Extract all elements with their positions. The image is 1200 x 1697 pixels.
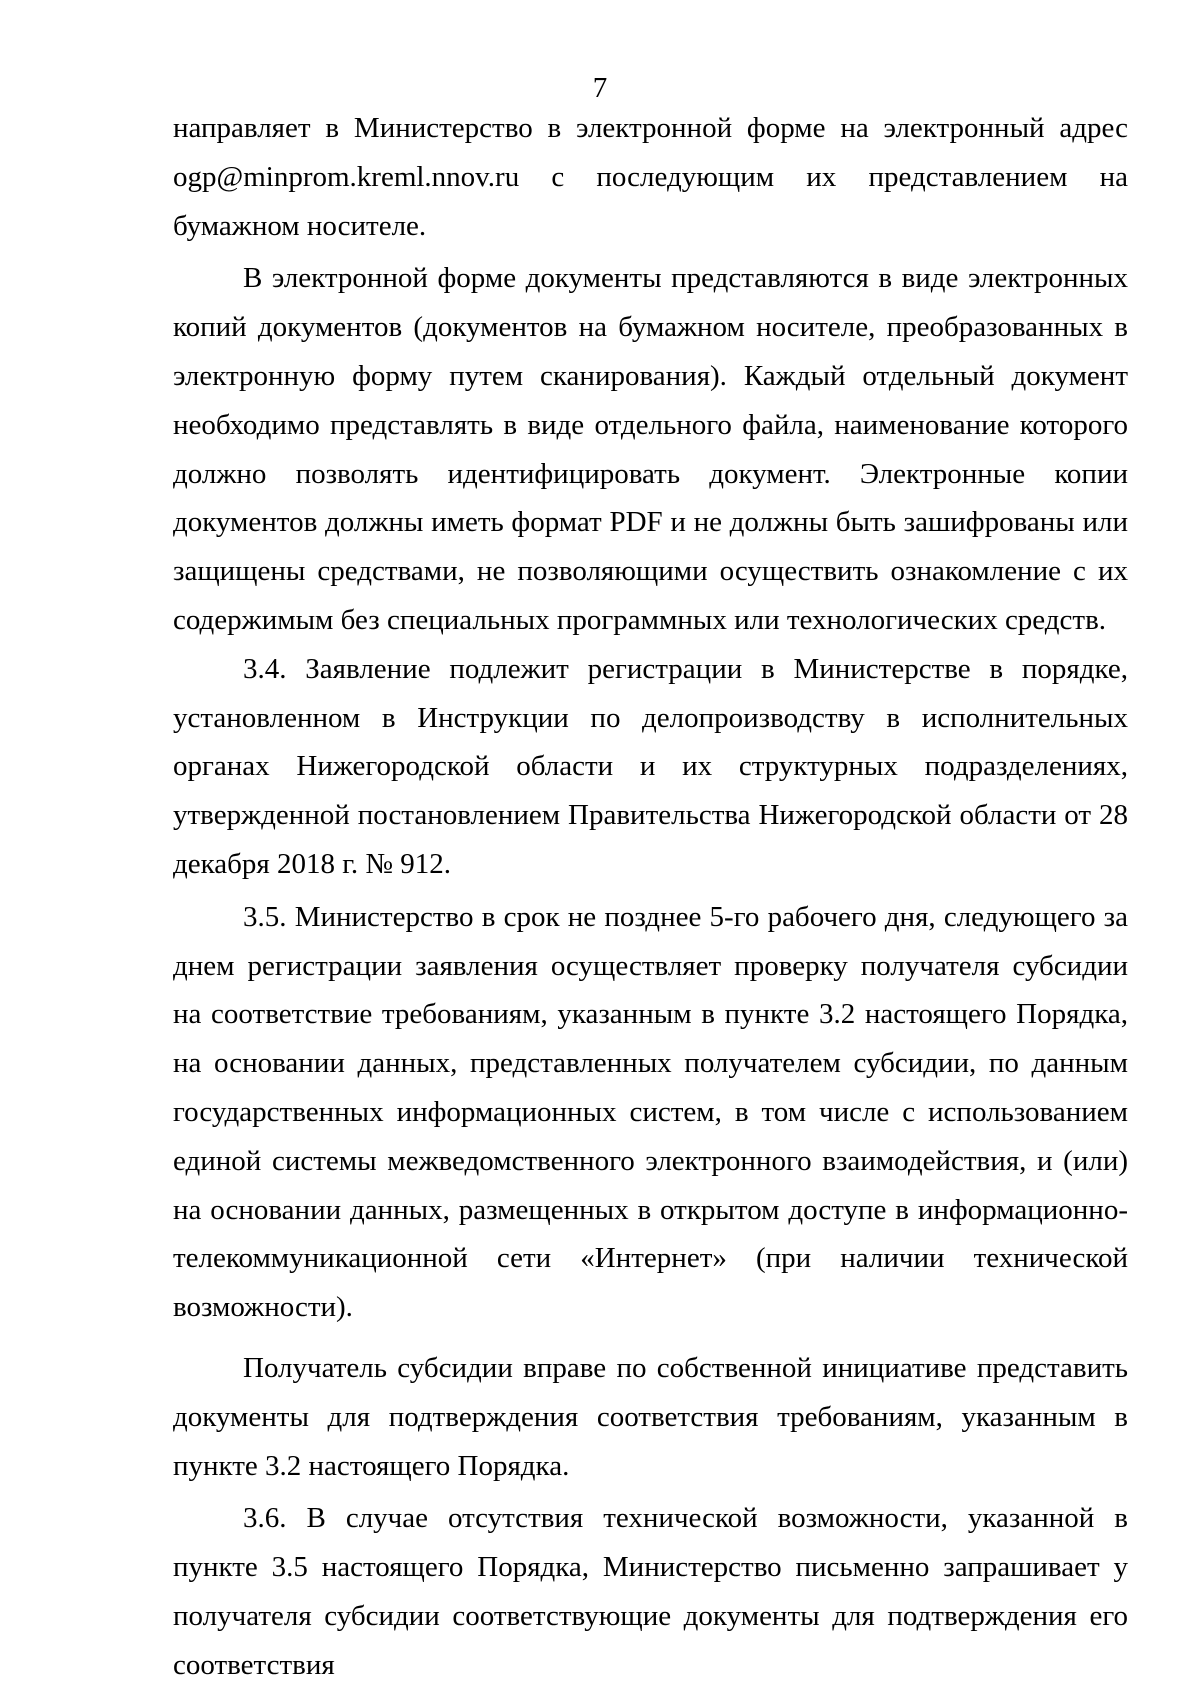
paragraph-3-5: 3.5. Министерство в срок не позднее 5-го рабочего дня, следующего за днем регистрации заявления осуществляет проверку получателя субсидии на соответствие требованиям, указанным в пункте 3.2 настоящего Порядка, на основании данных, представленных получателем субсидии, по данным государственных информационных систем, в том числе с использованием единой системы межведомственного электронного взаимодействия, и (или) на основании данных, размещенных в открытом доступе в информационно-телекоммуникационной сети «Интернет» (при наличии технической возможности). xyxy=(173,900,1128,1324)
paragraph-3-4: 3.4. Заявление подлежит регистрации в Министерстве в порядке, установленном в Инструкции по делопроизводству в исполнительных органах Нижегородской области и их структурных подразделениях, утвержденной постановлением Правительства Нижегородской области от 28 декабря 2018 г. № 912. xyxy=(173,652,1128,880)
page-number: 7 xyxy=(592,72,608,104)
document-body xyxy=(173,104,1128,1690)
paragraph-3-6: 3.6. В случае отсутствия технической возможности, указанной в пункте 3.5 настоящего Порядка, Министерство письменно запрашивает у получателя субсидии соответствующие документы для подтверждения его соответствия xyxy=(173,1502,1128,1681)
paragraph-recipient-initiative: Получатель субсидии вправе по собственной инициативе представить документы для подтверждения соответствия требованиям, указанным в пункте 3.2 настоящего Порядка. xyxy=(173,1351,1128,1482)
paragraph-electronic-form: В электронной форме документы представляются в виде электронных копий документов (документов на бумажном носителе, преобразованных в электронную форму путем сканирования). Каждый отдельный документ необходимо представлять в виде отдельного файла, наименование которого должно позволять идентифицировать документ. Электронные копии документов должны иметь формат PDF и не должны быть зашифрованы или защищены средствами, не позволяющими осуществить ознакомление с их содержимым без специальных программных или технологических средств. xyxy=(173,262,1128,636)
paragraph-email-submission: направляет в Министерство в электронной форме на электронный адрес ogp@minprom.kreml.nnov.ru с последующим их представлением на бумажном носителе. xyxy=(173,112,1128,242)
